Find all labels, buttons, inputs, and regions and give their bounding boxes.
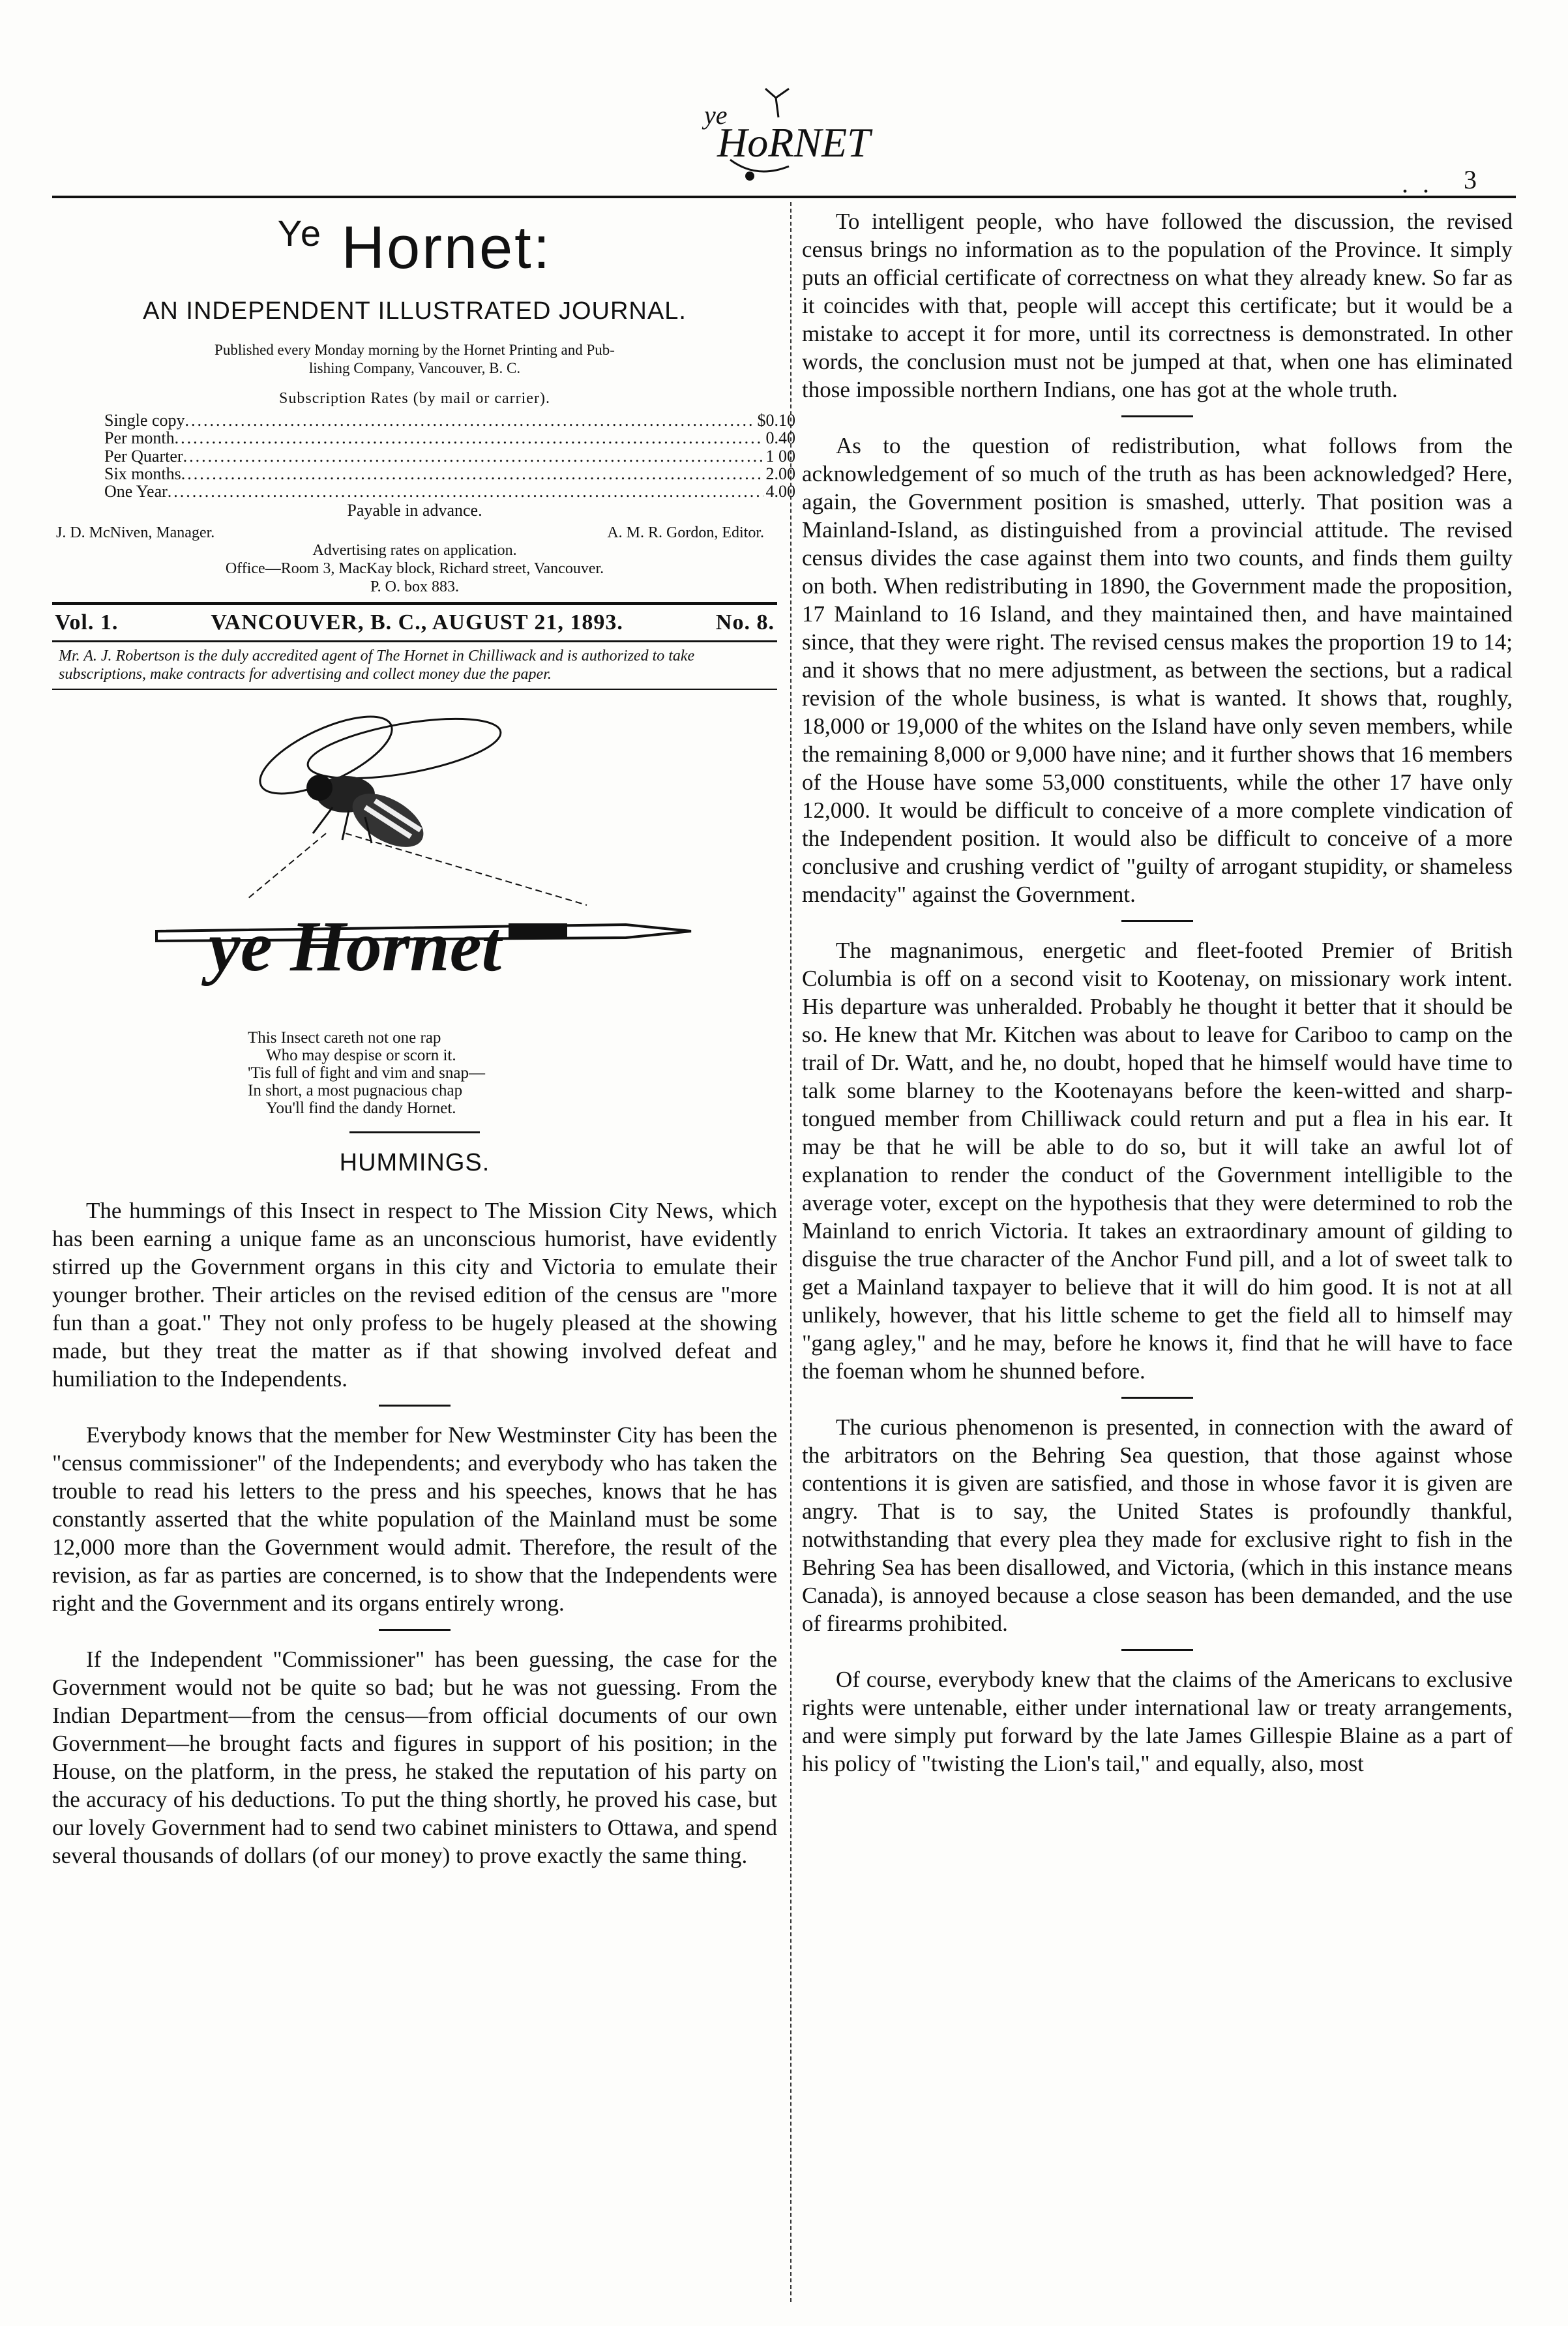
svg-text:HoRNET: HoRNET: [717, 119, 870, 166]
rate-label: Single copy: [104, 411, 185, 430]
title-ye: Ye: [277, 213, 323, 254]
column-rule: [790, 202, 791, 2302]
separator: [379, 1405, 451, 1407]
published-line-2: lishing Company, Vancouver, B. C.: [308, 359, 521, 376]
rate-row: [104, 465, 795, 483]
staff-line: [56, 524, 764, 542]
top-dots: . .: [1402, 169, 1433, 198]
article-paragraph: The curious phenomenon is presented, in connection with the award of the arbitrators on the Behring Sea question, that those against whose contentions it is given are satisfied, and those in whose favor it is given are angry. That is to say, the United States is profoundly thankful, notwithstanding that every plea they made for exclusive right to fish in the Behring Sea has been disallowed, and Victoria, (which in this instance means Canada), is annoyed because a close season has been demanded, and the use of firearms prohibited.: [802, 1414, 1513, 1636]
article-paragraph: Of course, everybody knew that the claims of the Americans to exclusive rights were untenable, either under international law or treaty arrangements, and were simply put forward by the late James Gillespie Blaine as a part of his policy of "twisting the Lion's tail," and equally, also, most: [802, 1667, 1513, 1776]
rate-label: Per Quarter: [104, 446, 183, 466]
volume: Vol. 1.: [55, 610, 119, 635]
verse-line: This Insect careth not one rap: [248, 1029, 441, 1047]
separator: [1121, 1649, 1193, 1651]
rate-label: Per month: [104, 428, 175, 448]
verse-line: Who may despise or scorn it.: [266, 1047, 456, 1065]
separator: [1121, 920, 1193, 922]
masthead-logo: [678, 78, 874, 189]
rate-value: $0.10: [757, 411, 795, 430]
rate-row: [104, 483, 795, 500]
journal-title: [52, 213, 777, 281]
rate-value: 4.00: [765, 482, 795, 501]
svg-text:ye: ye: [704, 100, 728, 130]
payable-note: Payable in advance.: [347, 500, 482, 520]
hornet-illustration: [130, 709, 717, 1003]
article-paragraph: As to the question of redistribution, what follows from the acknowledgement of so much of the truth as has been acknowledged? Here, again, the Government position is smashed, utterly. That position was a Mainland-Island, as distinguished from a provincial attitude. The revised census divides the case against them into two counts, and finds them guilty on both. When redistributing in 1890, the Government made the proposition, 17 Mainland to 16 Island, and they maintained then, and have maintained since, that they were right. The revised census makes the proportion 19 to 14; and it shows that no mere adjustment, as between the sections, but a radical revision of the whole business, is what is wanted. It shows that, roughly, 18,000 or 19,000 of the whites on the Island have only seven members, while the remaining 8,000 or 9,000 have nine; and it further shows that 16 members of the House have some 53,000 constituents, while the other 17 have only 12,000. It would be difficult to conceive of a more complete vindication of the Independent position. It would also be difficult to conceive of a more conclusive and crushing verdict of "guilty of arrogant stupidity, or shameless mendacity" against the Government.: [802, 433, 1513, 907]
issue-line: [52, 604, 777, 638]
rate-value: 0.40: [765, 428, 795, 448]
rate-row: [104, 447, 795, 465]
rate-row: [104, 411, 795, 429]
article-paragraph: The magnanimous, energetic and fleet-footed Premier of British Columbia is off on a second visit to Kootenay, on missionary work intent. His departure was unheralded. Probably he thought it better that it should be so. He knew that Mr. Kitchen was about to leave for Cariboo to camp on the trail of Dr. Watt, and he, no doubt, hoped that he himself would have time to talk some blarney to the Kootenayans before the keen-witted and sharp-tongued member from Chilliwack could return and put a flea in his ear. It may be that he will be able to do so, but it will take an awful lot of explanation to render the conduct of the Government intelligible to the average voter, except on the hypothesis that they were determined to rob the Mainland to enrich Victoria. It takes an extraordinary amount of gilding to disguise the true character of the Anchor Fund pill, and a lot of sweet talk to get a Mainland taxpayer to believe that it will do him good. It is not at all unlikely, however, that his little scheme to get the field all to himself may "gang agley," and he may, before he knows it, find that he will have to face the foeman whom he shunned before.: [802, 938, 1513, 1384]
title-main: Hornet:: [341, 215, 552, 281]
article-paragraph: Everybody knows that the member for New Westminster City has been the "census commissioner" of the Independents; and everybody who has taken the trouble to read his letters to the press and his speeches, knows that he has constantly asserted that the white population of the Mainland must be some 12,000 more than the Government would admit. Therefore, the result of the revision, as far as parties are concerned, is to show that the Independents were right and the Government and its organs entirely wrong.: [52, 1422, 777, 1617]
illustration-caption: ye Hornet: [209, 906, 502, 987]
top-rule: [52, 196, 1516, 198]
verse-line: 'Tis full of fight and vim and snap—: [248, 1064, 485, 1082]
publisher-info: [52, 341, 777, 377]
advertising-note: Advertising rates on application.: [312, 541, 517, 559]
agent-notice: Mr. A. J. Robertson is the duly accredited agent of The Hornet in Chilliwack and is authorized to take subscriptions, make contracts for advertising and collect money due the paper.: [52, 640, 777, 690]
hornet-logo-icon: [678, 78, 874, 189]
rate-label: One Year: [104, 482, 168, 501]
hornet-pen-icon: [130, 709, 717, 1003]
verse-line: In short, a most pugnacious chap: [248, 1082, 463, 1100]
verse-rule: [349, 1131, 480, 1133]
office-address: [52, 559, 777, 597]
pobox-line: P. O. box 883.: [370, 578, 460, 596]
published-line-1: Published every Monday morning by the Hornet Printing and Pub-: [214, 342, 615, 358]
rate-label: Six months: [104, 464, 181, 484]
editor: A. M. R. Gordon, Editor.: [607, 524, 764, 541]
separator: [1121, 1397, 1193, 1399]
article-paragraph: The hummings of this Insect in respect to The Mission City News, which has been earning a unique fame as an unconscious humorist, have evidently stirred up the Government organs in this city and Victoria to emulate their younger brother. Their articles on the revised edition of the census are "more fun than a goat." They not only profess to be hugely pleased at the showing made, but they treat the matter as if that showing involved defeat and humiliation to the Independents.: [52, 1198, 777, 1392]
separator: [379, 1629, 451, 1631]
rate-row: [104, 429, 795, 447]
separator: [1121, 415, 1193, 417]
manager: J. D. McNiven, Manager.: [56, 524, 215, 541]
section-heading: HUMMINGS.: [339, 1149, 490, 1177]
rate-value: 2.00: [765, 464, 795, 484]
article-paragraph: To intelligent people, who have followed the discussion, the revised census brings no information as to the population of the Province. It simply puts an official certificate of correctness on what they already knew. So far as it coincides with that, people will accept this certificate; but it would be a mistake to accept it for more, until its correctness is demonstrated. In other words, the conclusion must not be jumped at that, when one has eliminated those impossible northern Indians, one has got at the whole truth.: [802, 209, 1513, 402]
office-line: Office—Room 3, MacKay block, Richard street, Vancouver.: [225, 559, 604, 577]
left-column: [52, 202, 795, 1870]
verse: [248, 1029, 777, 1117]
subscription-heading: Subscription Rates (by mail or carrier).: [279, 390, 550, 408]
page-number: 3: [1464, 165, 1477, 194]
journal-subtitle: AN INDEPENDENT ILLUSTRATED JOURNAL.: [143, 297, 687, 325]
rates-table: [104, 411, 795, 500]
dateline: VANCOUVER, B. C., AUGUST 21, 1893.: [211, 610, 623, 635]
rate-value: 1 00: [765, 446, 795, 466]
right-column: [802, 207, 1513, 1778]
verse-line: You'll find the dandy Hornet.: [266, 1099, 456, 1118]
issue-number: No. 8.: [715, 610, 775, 635]
article-paragraph: If the Independent "Commissioner" has been guessing, the case for the Government would not be quite so bad; but he was not guessing. From the Indian Department—from the census—from official documents of our own Government—he brought facts and figures in support of his position; in the House, on the platform, in the press, he staked the reputation of his party on the accuracy of his deductions. To put the thing shortly, he proved his case, but our lovely Government had to send two cabinet ministers to Ottawa, and spend several thousands of dollars (of our money) to prove exactly the same thing.: [52, 1647, 777, 1869]
